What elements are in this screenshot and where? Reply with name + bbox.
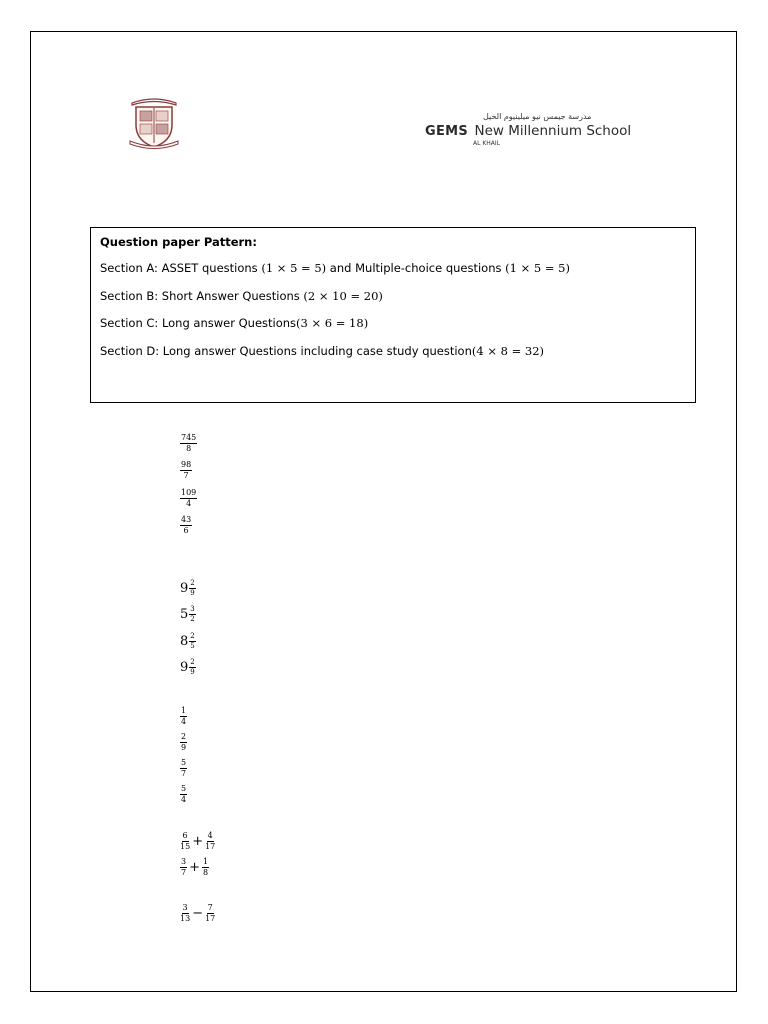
numerator: 1 [203,857,209,866]
section-a-mcq-text: and Multiple-choice questions [326,261,506,275]
numerator: 109 [181,488,197,497]
section-a-marks: (1 × 5 = 5) [261,261,327,275]
fraction-expression [180,857,209,878]
section-a-mcq-marks: (1 × 5 = 5) [505,261,570,275]
denominator: 17 [205,842,216,851]
fraction [180,460,192,481]
denominator: 4 [181,795,187,804]
mixed-number [180,658,196,677]
operator: − [192,906,204,921]
operator: + [189,860,200,875]
numerator: 2 [190,579,195,587]
numerator: 5 [181,758,187,767]
numerator: 3 [190,605,195,613]
school-crest-icon [126,95,182,153]
numerator: 6 [182,831,188,840]
section-c-text: Section C: Long answer Questions [100,316,297,330]
arabic-school-name: مدرسة جيمس نيو ميلينيوم الخيل [483,112,592,121]
fraction [180,706,187,727]
fraction [180,433,197,454]
campus-name: AL KHAIL [473,140,501,147]
denominator: 8 [186,444,192,453]
section-d-text: Section D: Long answer Questions including case study question [100,343,472,358]
section-d-marks: (4 × 8 = 32) [471,343,545,358]
mixed-number [180,579,196,598]
denominator: 17 [205,914,216,923]
section-a-line [100,261,686,275]
gems-wordmark: GEMS [425,124,469,139]
section-b-text: Section B: Short Answer Questions [100,288,304,303]
whole-part: 9 [180,581,189,596]
section-c-marks: (3 × 6 = 18) [296,316,369,330]
fraction [180,784,187,805]
denominator: 8 [203,868,209,877]
numerator: 98 [181,460,192,469]
numerator: 2 [190,632,195,640]
section-b-line [100,289,686,303]
numerator: 5 [181,784,187,793]
denominator: 4 [186,499,192,508]
school-name: New Millennium School [474,123,632,139]
denominator: 9 [190,589,195,597]
whole-part: 8 [180,634,189,649]
question-pattern-box [90,227,696,403]
numerator: 3 [182,903,188,912]
denominator: 2 [190,615,195,623]
denominator: 13 [180,914,191,923]
numerator: 745 [181,433,197,442]
mixed-number [180,632,196,651]
fraction [180,758,187,779]
fraction-expression [180,831,215,852]
denominator: 7 [181,868,187,877]
numerator: 7 [207,903,213,912]
numerator: 2 [190,658,195,666]
numerator: 3 [181,857,187,866]
denominator: 9 [190,668,195,676]
school-logo [425,112,645,152]
denominator: 7 [181,769,187,778]
section-c-line [100,316,686,330]
denominator: 7 [183,471,189,480]
fraction [180,488,197,509]
whole-part: 5 [180,607,189,622]
mixed-number [180,605,196,624]
denominator: 5 [190,642,195,650]
pattern-title: Question paper Pattern: [100,235,257,249]
denominator: 9 [181,743,187,752]
numerator: 1 [181,706,187,715]
logo-wordmark [425,122,631,140]
fraction [180,515,192,536]
page-border [30,31,737,992]
section-d-line [100,344,686,358]
numerator: 43 [181,515,192,524]
denominator: 6 [183,526,189,535]
numerator: 4 [207,831,213,840]
denominator: 15 [180,842,191,851]
section-a-text: Section A: ASSET questions [100,261,262,275]
whole-part: 9 [180,660,189,675]
fraction-expression [180,903,215,924]
denominator: 4 [181,717,187,726]
section-b-marks: (2 × 10 = 20) [303,288,383,303]
numerator: 2 [181,732,187,741]
fraction [180,732,187,753]
operator: + [192,834,204,849]
